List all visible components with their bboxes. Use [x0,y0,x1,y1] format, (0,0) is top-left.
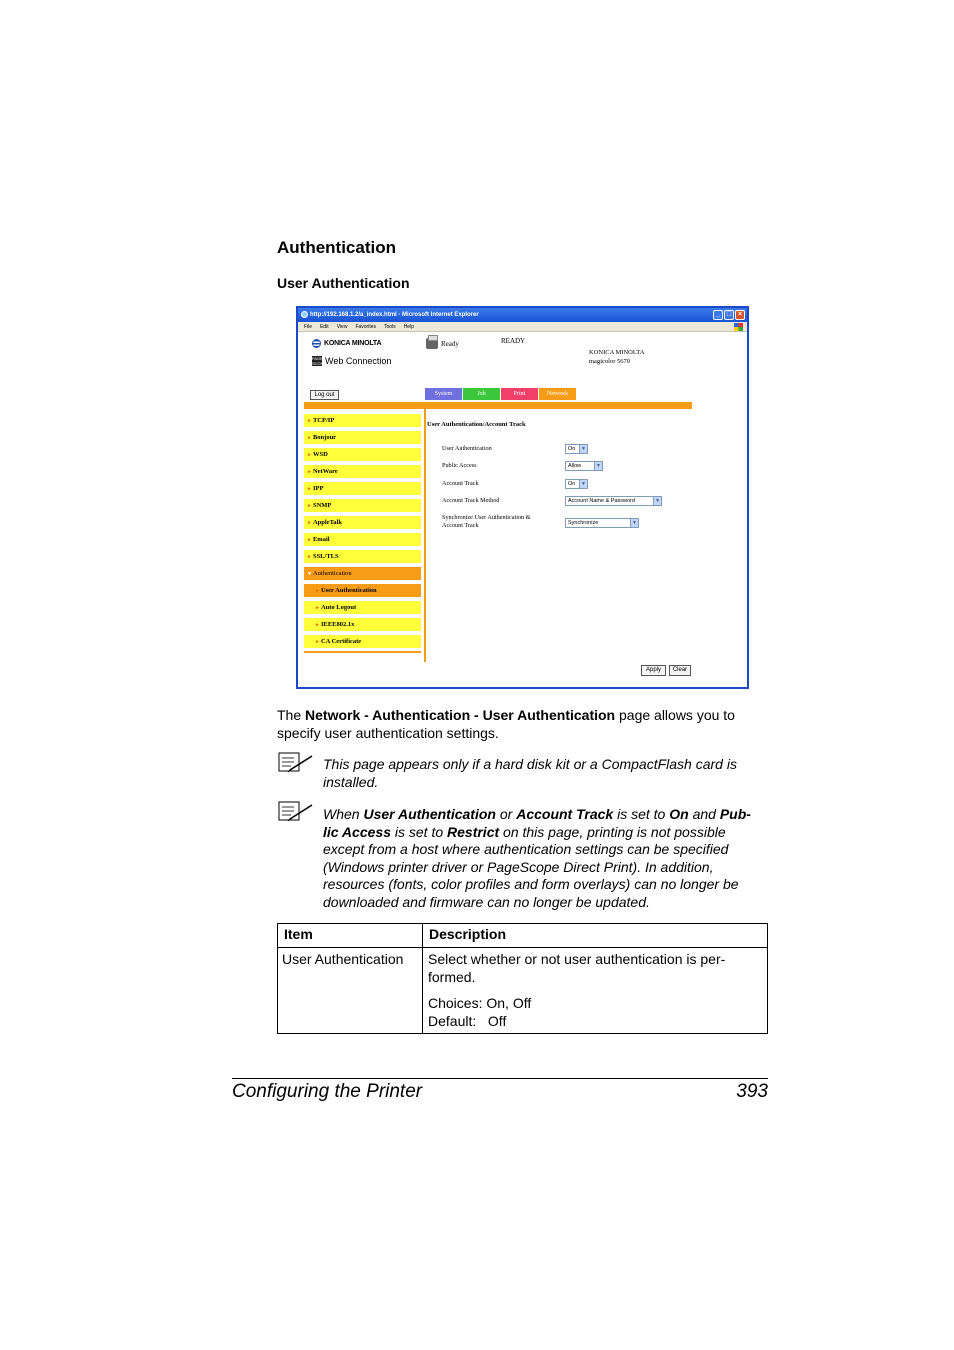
menu-edit[interactable]: Edit [320,324,329,330]
main-tabs [425,388,576,400]
content-title: User Authentication/Account Track [427,421,526,428]
arrow-right-icon: ► [315,640,320,645]
tab-network[interactable]: Network [539,388,576,400]
user-authentication-select[interactable] [565,444,588,454]
footer-rule [232,1078,768,1079]
description-paragraph [277,706,757,742]
note-restrictions [323,806,763,912]
sidebar-item-ssl-tls[interactable] [304,550,421,563]
web-connection-logo [312,356,391,366]
sidebar-item-label: Bonjour [312,434,337,441]
tab-print[interactable]: Print [501,388,538,400]
text-run-bold: On [669,806,689,822]
arrow-right-icon: ► [307,504,312,509]
model-brand: KONICA MINOLTA [589,349,645,356]
sidebar-item-label: WSD [312,451,328,458]
note-icon [278,801,314,823]
sidebar-end-line [304,651,421,653]
sidebar-item-netware[interactable] [304,465,421,478]
chevron-down-icon: ▼ [594,462,602,470]
windows-logo-icon [734,323,743,331]
table-cell-item: User Authentication [278,948,423,1034]
sidebar-item-user-authentication[interactable] [304,584,421,597]
sidebar-item-snmp[interactable] [304,499,421,512]
tab-underline-bar [304,402,692,409]
km-globe-icon [312,339,321,348]
content-divider [424,409,426,662]
field-label-public-access: Public Access [442,462,477,469]
logout-button[interactable]: Log out [310,390,339,400]
page-number: 393 [736,1081,768,1102]
section-heading: Authentication [277,238,396,257]
menu-tools[interactable]: Tools [384,324,396,330]
model-name: magicolor 5670 [589,358,630,365]
sidebar-item-label: CA Certificate [320,638,362,645]
text-run-bold: Restrict [447,823,500,840]
arrow-right-icon: ► [307,419,312,424]
table-header-item: Item [278,924,423,948]
sidebar-item-appletalk[interactable] [304,516,421,529]
sidebar-item-wsd[interactable] [304,448,421,461]
arrow-right-icon: ► [307,487,312,492]
chevron-down-icon: ▼ [630,519,638,527]
ready-label: Ready [441,339,459,348]
sidebar-item-email[interactable] [304,533,421,546]
account-track-method-select[interactable] [565,496,662,506]
arrow-right-icon: ► [307,555,312,560]
sidebar-item-tcpip[interactable] [304,414,421,427]
close-icon[interactable]: × [735,310,745,320]
field-label-account-track: Account Track [442,480,479,487]
table-header-row [278,924,768,948]
chevron-down-icon: ▼ [579,480,587,488]
text-run-bold: Pub-lic Access [323,806,751,840]
ready-status: READY [501,337,526,345]
arrow-down-icon: ▼ [307,572,312,577]
window-controls [713,310,745,320]
text-run: The [277,707,306,723]
sidebar-item-label: Email [312,536,330,543]
menu-help[interactable]: Help [403,324,414,330]
clear-button[interactable]: Clear [669,665,691,676]
text-run: is set to [390,823,448,840]
settings-table [277,923,768,1034]
label-line: Synchronize User Authentication & [442,514,531,521]
window-titlebar [298,308,747,322]
pagescope-icon: PAGE SCOPE [312,356,327,366]
public-access-select[interactable] [565,461,603,471]
printer-model [589,348,644,366]
sidebar-item-label: NetWare [312,468,338,475]
table-header-description: Description [423,924,768,948]
browser-screenshot [296,306,749,689]
ie-icon [301,311,308,318]
sidebar-item-label: IEEE802.1x [320,621,355,628]
minimize-icon[interactable]: _ [713,310,723,320]
field-label-user-authentication: User Authentication [442,445,492,452]
chevron-down-icon: ▼ [653,497,661,505]
sidebar-nav [304,414,421,653]
arrow-right-icon: ► [307,436,312,441]
menu-file[interactable]: File [304,324,313,330]
sidebar-item-label: SSL/TLS [312,553,339,560]
window-title: http://192.168.1.2/a_index.html - Microsoft Internet Explorer [310,312,479,318]
sidebar-item-label: SNMP [312,502,332,509]
account-track-select[interactable] [565,479,588,489]
menu-bar [298,322,747,332]
text-run: is set to [613,806,670,822]
menu-view[interactable]: View [336,324,348,330]
footer-chapter-title: Configuring the Printer [232,1081,423,1102]
text-run-bold: Network - Authentication - User Authentication [305,707,616,723]
text-run: and [688,806,720,822]
choices-text: Choices: On, Off [428,995,532,1011]
synchronize-select[interactable] [565,518,639,528]
sidebar-item-label: IPP [312,485,324,492]
select-value: On [568,481,576,487]
arrow-right-icon: ► [315,623,320,628]
select-value: Synchronize [568,520,599,526]
sidebar-item-auto-logout[interactable] [304,601,421,614]
select-value: Allow [568,463,582,469]
printer-icon [426,338,438,349]
sidebar-item-authentication[interactable] [304,567,421,580]
default-text: Default: Off [428,1012,507,1029]
tab-job[interactable]: Job [463,388,500,400]
description-text: Select whether or not user authentication is per-formed. [428,951,726,985]
brand-name: KONICA MINOLTA [324,340,382,347]
sidebar-item-label: AppleTalk [312,519,342,526]
sidebar-item-label: TCP/IP [312,417,335,424]
select-value: Account Name & Password [568,498,635,504]
text-run-bold: User Authentication [363,806,496,822]
maximize-icon[interactable]: □ [724,310,734,320]
text-run-bold: Account Track [516,806,614,822]
printer-ready [426,338,459,349]
label-line: Account Track [442,522,479,529]
sidebar-item-label: User Authentication [320,587,377,594]
text-run: or [495,806,517,822]
note-hard-disk: This page appears only if a hard disk kit or a CompactFlash card is installed. [323,756,737,790]
sidebar-item-ca-certificate[interactable] [304,635,421,648]
field-label-synchronize [442,514,531,530]
sidebar-item-ieee8021x[interactable] [304,618,421,631]
konica-minolta-logo [312,339,381,348]
apply-button[interactable]: Apply [641,665,666,676]
subsection-heading: User Authentication [277,275,410,291]
text-run: When [323,806,364,822]
sidebar-item-label: Authentication [312,570,352,577]
arrow-right-icon: ► [307,538,312,543]
table-row [278,948,768,1034]
arrow-right-icon: ► [307,470,312,475]
tab-system[interactable]: System [425,388,462,400]
note-icon [278,752,314,774]
chevron-down-icon: ▼ [579,445,587,453]
sidebar-item-bonjour[interactable] [304,431,421,444]
web-connection-label: Web Connection [325,356,392,366]
arrow-right-icon: ► [307,521,312,526]
arrow-right-icon: ► [307,453,312,458]
arrow-right-icon: ► [315,589,320,594]
select-value: On [568,446,576,452]
table-cell-description [423,948,768,1034]
arrow-right-icon: ► [315,606,320,611]
menu-favorites[interactable]: Favorites [355,324,376,330]
text-run: page allows you to specify user authentication settings. [277,707,735,741]
sidebar-item-ipp[interactable] [304,482,421,495]
text-run: on this page, printing is not possible except from a host where authentication settings can be specified (Windows printer driver or PageScope Direct Print). In addition, resources (fonts, color profiles and form overlays) can no longer be downloaded and firmware can no longer be updated. [323,823,739,910]
field-label-account-track-method: Account Track Method [442,497,500,504]
sidebar-item-label: Auto Logout [320,604,357,611]
